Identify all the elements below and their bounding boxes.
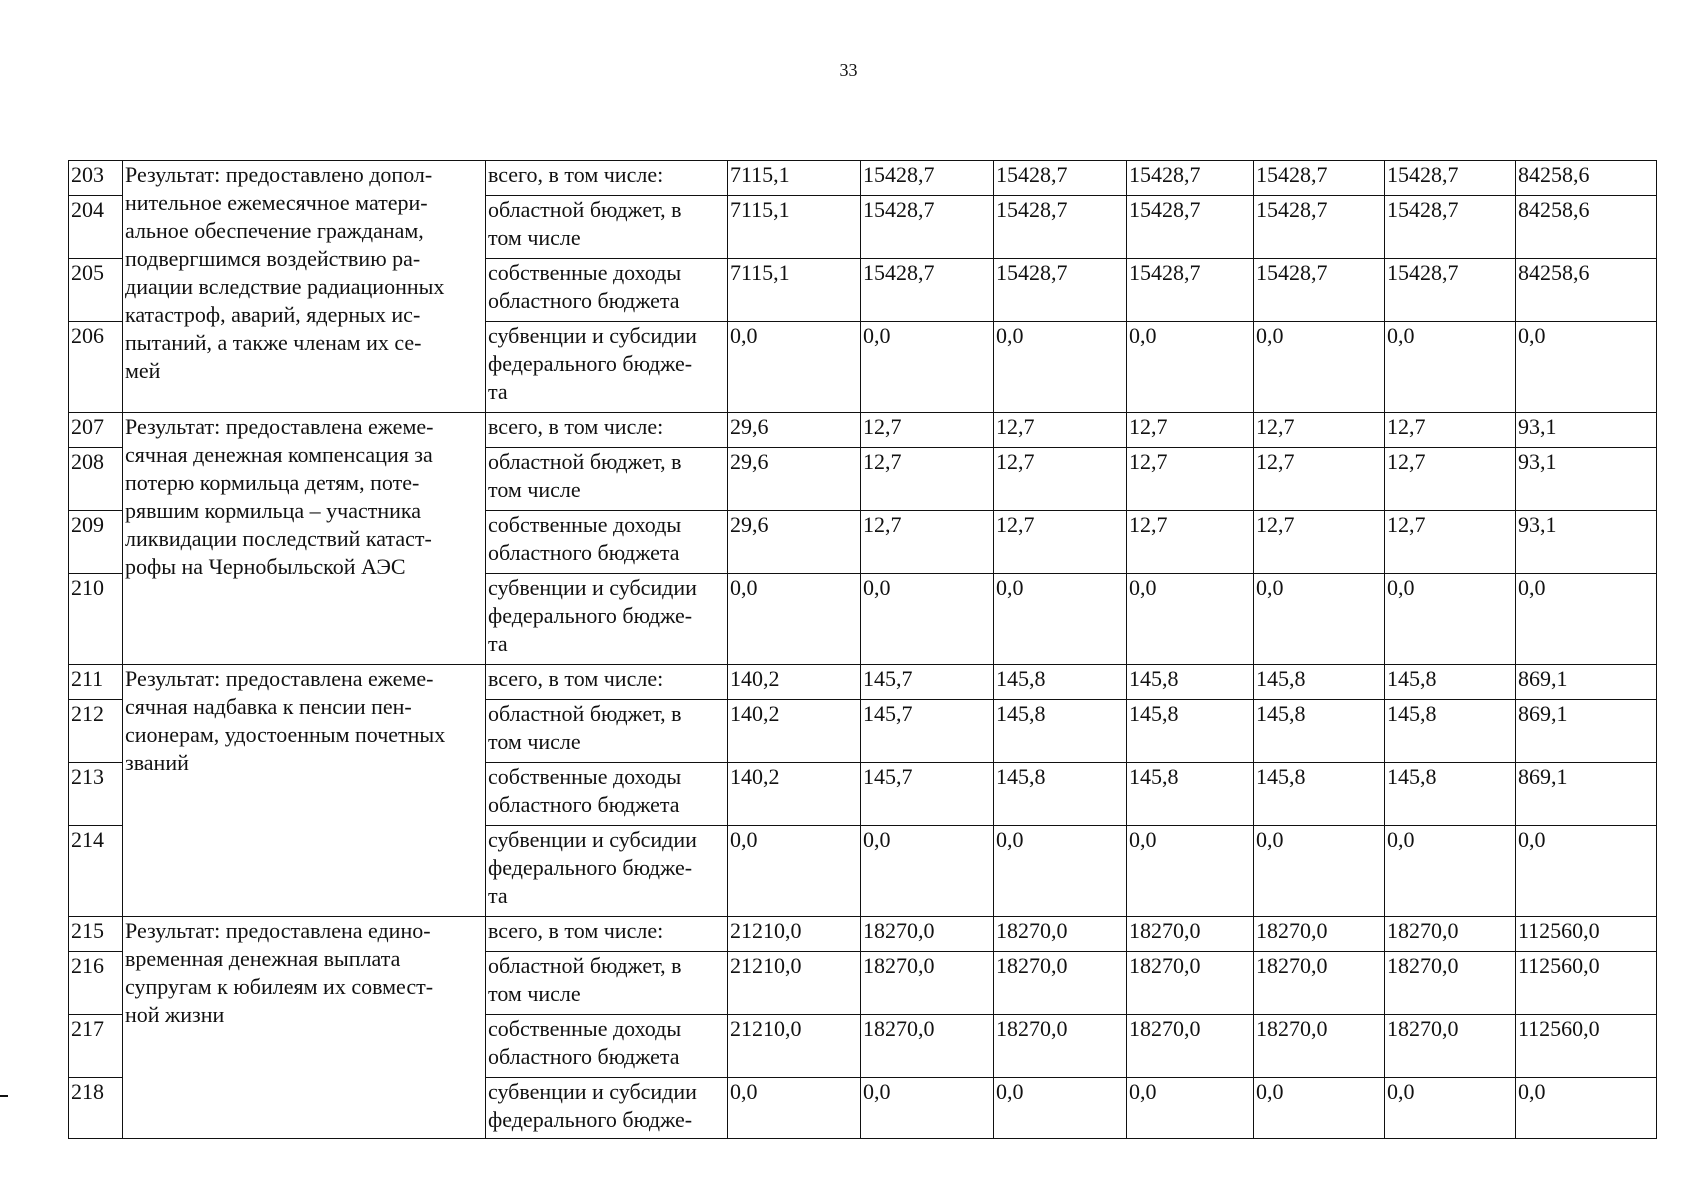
value-cell: 145,8 bbox=[1127, 700, 1254, 763]
value-cell: 15428,7 bbox=[1127, 259, 1254, 322]
value-cell: 7115,1 bbox=[728, 196, 861, 259]
value-cell: 12,7 bbox=[861, 511, 994, 574]
value-cell: 145,7 bbox=[861, 763, 994, 826]
value-cell: 0,0 bbox=[1254, 826, 1385, 917]
total-value-cell: 93,1 bbox=[1516, 448, 1657, 511]
margin-mark bbox=[0, 1095, 8, 1097]
total-value-cell: 84258,6 bbox=[1516, 196, 1657, 259]
table-row bbox=[69, 161, 1657, 196]
value-cell: 15428,7 bbox=[1254, 196, 1385, 259]
value-cell: 12,7 bbox=[1385, 511, 1516, 574]
value-cell: 0,0 bbox=[1254, 1078, 1385, 1139]
row-number: 215 bbox=[69, 917, 123, 952]
value-cell: 15428,7 bbox=[994, 161, 1127, 196]
row-number: 205 bbox=[69, 259, 123, 322]
value-cell: 15428,7 bbox=[861, 259, 994, 322]
table-row bbox=[69, 665, 1657, 700]
value-cell: 0,0 bbox=[728, 826, 861, 917]
funding-source-label: субвенции и субсидии федерального бюдже- та bbox=[486, 322, 728, 413]
value-cell: 0,0 bbox=[1127, 1078, 1254, 1139]
value-cell: 0,0 bbox=[861, 322, 994, 413]
row-number: 213 bbox=[69, 763, 123, 826]
value-cell: 140,2 bbox=[728, 763, 861, 826]
row-number: 203 bbox=[69, 161, 123, 196]
value-cell: 18270,0 bbox=[861, 917, 994, 952]
value-cell: 0,0 bbox=[994, 1078, 1127, 1139]
value-cell: 18270,0 bbox=[861, 1015, 994, 1078]
table-row bbox=[69, 413, 1657, 448]
value-cell: 0,0 bbox=[728, 574, 861, 665]
funding-source-label: всего, в том числе: bbox=[486, 161, 728, 196]
value-cell: 18270,0 bbox=[1385, 1015, 1516, 1078]
value-cell: 12,7 bbox=[1127, 413, 1254, 448]
value-cell: 0,0 bbox=[728, 322, 861, 413]
result-description: Результат: предоставлена едино- временная денежная выплата супругам к юбилеям их совмест- ной жизни bbox=[123, 917, 486, 1139]
value-cell: 0,0 bbox=[861, 826, 994, 917]
value-cell: 18270,0 bbox=[994, 952, 1127, 1015]
funding-source-label: областной бюджет, в том числе bbox=[486, 952, 728, 1015]
total-value-cell: 112560,0 bbox=[1516, 1015, 1657, 1078]
funding-source-label: собственные доходы областного бюджета bbox=[486, 259, 728, 322]
value-cell: 0,0 bbox=[1385, 322, 1516, 413]
funding-source-label: областной бюджет, в том числе bbox=[486, 196, 728, 259]
result-description: Результат: предоставлена ежеме- сячная денежная компенсация за потерю кормильца детям, поте- рявшим кормильца – участника ликвидации последствий катаст- рофы на Чернобыльской АЭС bbox=[123, 413, 486, 665]
funding-source-label: собственные доходы областного бюджета bbox=[486, 511, 728, 574]
value-cell: 21210,0 bbox=[728, 952, 861, 1015]
value-cell: 15428,7 bbox=[1385, 196, 1516, 259]
value-cell: 0,0 bbox=[861, 574, 994, 665]
budget-table bbox=[68, 160, 1657, 1139]
value-cell: 12,7 bbox=[861, 448, 994, 511]
value-cell: 15428,7 bbox=[1385, 259, 1516, 322]
value-cell: 18270,0 bbox=[994, 1015, 1127, 1078]
row-number: 212 bbox=[69, 700, 123, 763]
value-cell: 18270,0 bbox=[1254, 917, 1385, 952]
result-description: Результат: предоставлено допол- нительное ежемесячное матери- альное обеспечение гражданам, подвергшимся воздействию ра- диации вследствие радиационных катастроф, аварий, ядерных ис- пытаний, а также членам их се- мей bbox=[123, 161, 486, 413]
funding-source-label: областной бюджет, в том числе bbox=[486, 448, 728, 511]
value-cell: 0,0 bbox=[861, 1078, 994, 1139]
row-number: 204 bbox=[69, 196, 123, 259]
row-number: 217 bbox=[69, 1015, 123, 1078]
value-cell: 145,8 bbox=[1254, 665, 1385, 700]
value-cell: 145,8 bbox=[1127, 665, 1254, 700]
row-number: 210 bbox=[69, 574, 123, 665]
value-cell: 12,7 bbox=[994, 511, 1127, 574]
value-cell: 7115,1 bbox=[728, 161, 861, 196]
row-number: 214 bbox=[69, 826, 123, 917]
value-cell: 0,0 bbox=[994, 322, 1127, 413]
row-number: 211 bbox=[69, 665, 123, 700]
result-description: Результат: предоставлена ежеме- сячная надбавка к пенсии пен- сионерам, удостоенным почетных званий bbox=[123, 665, 486, 917]
funding-source-label: областной бюджет, в том числе bbox=[486, 700, 728, 763]
row-number: 206 bbox=[69, 322, 123, 413]
value-cell: 0,0 bbox=[728, 1078, 861, 1139]
value-cell: 12,7 bbox=[994, 448, 1127, 511]
value-cell: 29,6 bbox=[728, 413, 861, 448]
funding-source-label: всего, в том числе: bbox=[486, 413, 728, 448]
funding-source-label: всего, в том числе: bbox=[486, 917, 728, 952]
total-value-cell: 112560,0 bbox=[1516, 917, 1657, 952]
value-cell: 18270,0 bbox=[861, 952, 994, 1015]
value-cell: 145,8 bbox=[1127, 763, 1254, 826]
total-value-cell: 84258,6 bbox=[1516, 259, 1657, 322]
value-cell: 18270,0 bbox=[1385, 952, 1516, 1015]
value-cell: 18270,0 bbox=[1127, 917, 1254, 952]
value-cell: 15428,7 bbox=[1127, 161, 1254, 196]
value-cell: 0,0 bbox=[994, 826, 1127, 917]
value-cell: 0,0 bbox=[1385, 826, 1516, 917]
value-cell: 140,2 bbox=[728, 665, 861, 700]
value-cell: 145,8 bbox=[1254, 700, 1385, 763]
value-cell: 0,0 bbox=[1385, 1078, 1516, 1139]
value-cell: 15428,7 bbox=[1385, 161, 1516, 196]
funding-source-label: собственные доходы областного бюджета bbox=[486, 763, 728, 826]
row-number: 209 bbox=[69, 511, 123, 574]
funding-source-label: субвенции и субсидии федерального бюдже- bbox=[486, 1078, 728, 1139]
value-cell: 0,0 bbox=[1254, 574, 1385, 665]
value-cell: 21210,0 bbox=[728, 1015, 861, 1078]
value-cell: 12,7 bbox=[861, 413, 994, 448]
total-value-cell: 0,0 bbox=[1516, 574, 1657, 665]
value-cell: 145,8 bbox=[994, 763, 1127, 826]
total-value-cell: 84258,6 bbox=[1516, 161, 1657, 196]
value-cell: 18270,0 bbox=[994, 917, 1127, 952]
value-cell: 0,0 bbox=[994, 574, 1127, 665]
value-cell: 18270,0 bbox=[1254, 952, 1385, 1015]
total-value-cell: 0,0 bbox=[1516, 322, 1657, 413]
value-cell: 12,7 bbox=[1254, 511, 1385, 574]
row-number: 208 bbox=[69, 448, 123, 511]
value-cell: 12,7 bbox=[994, 413, 1127, 448]
value-cell: 12,7 bbox=[1127, 511, 1254, 574]
value-cell: 18270,0 bbox=[1385, 917, 1516, 952]
value-cell: 12,7 bbox=[1385, 413, 1516, 448]
value-cell: 12,7 bbox=[1127, 448, 1254, 511]
total-value-cell: 93,1 bbox=[1516, 511, 1657, 574]
value-cell: 15428,7 bbox=[994, 196, 1127, 259]
row-number: 216 bbox=[69, 952, 123, 1015]
row-number: 218 bbox=[69, 1078, 123, 1139]
value-cell: 145,8 bbox=[1385, 700, 1516, 763]
value-cell: 15428,7 bbox=[1254, 259, 1385, 322]
total-value-cell: 93,1 bbox=[1516, 413, 1657, 448]
value-cell: 145,8 bbox=[994, 665, 1127, 700]
total-value-cell: 0,0 bbox=[1516, 1078, 1657, 1139]
value-cell: 145,7 bbox=[861, 665, 994, 700]
value-cell: 12,7 bbox=[1385, 448, 1516, 511]
value-cell: 21210,0 bbox=[728, 917, 861, 952]
total-value-cell: 112560,0 bbox=[1516, 952, 1657, 1015]
value-cell: 15428,7 bbox=[861, 161, 994, 196]
value-cell: 18270,0 bbox=[1127, 1015, 1254, 1078]
funding-source-label: всего, в том числе: bbox=[486, 665, 728, 700]
row-number: 207 bbox=[69, 413, 123, 448]
value-cell: 145,7 bbox=[861, 700, 994, 763]
value-cell: 145,8 bbox=[1254, 763, 1385, 826]
value-cell: 0,0 bbox=[1127, 826, 1254, 917]
value-cell: 0,0 bbox=[1127, 322, 1254, 413]
value-cell: 145,8 bbox=[1385, 763, 1516, 826]
value-cell: 140,2 bbox=[728, 700, 861, 763]
value-cell: 12,7 bbox=[1254, 448, 1385, 511]
page-number: 33 bbox=[839, 60, 858, 80]
value-cell: 145,8 bbox=[994, 700, 1127, 763]
value-cell: 18270,0 bbox=[1254, 1015, 1385, 1078]
value-cell: 12,7 bbox=[1254, 413, 1385, 448]
funding-source-label: субвенции и субсидии федерального бюдже- та bbox=[486, 574, 728, 665]
value-cell: 29,6 bbox=[728, 511, 861, 574]
value-cell: 15428,7 bbox=[1254, 161, 1385, 196]
value-cell: 0,0 bbox=[1385, 574, 1516, 665]
table-row bbox=[69, 917, 1657, 952]
total-value-cell: 869,1 bbox=[1516, 665, 1657, 700]
value-cell: 7115,1 bbox=[728, 259, 861, 322]
total-value-cell: 0,0 bbox=[1516, 826, 1657, 917]
value-cell: 0,0 bbox=[1254, 322, 1385, 413]
value-cell: 0,0 bbox=[1127, 574, 1254, 665]
funding-source-label: собственные доходы областного бюджета bbox=[486, 1015, 728, 1078]
value-cell: 145,8 bbox=[1385, 665, 1516, 700]
value-cell: 15428,7 bbox=[994, 259, 1127, 322]
value-cell: 15428,7 bbox=[861, 196, 994, 259]
total-value-cell: 869,1 bbox=[1516, 763, 1657, 826]
value-cell: 15428,7 bbox=[1127, 196, 1254, 259]
value-cell: 29,6 bbox=[728, 448, 861, 511]
total-value-cell: 869,1 bbox=[1516, 700, 1657, 763]
value-cell: 18270,0 bbox=[1127, 952, 1254, 1015]
funding-source-label: субвенции и субсидии федерального бюдже- та bbox=[486, 826, 728, 917]
